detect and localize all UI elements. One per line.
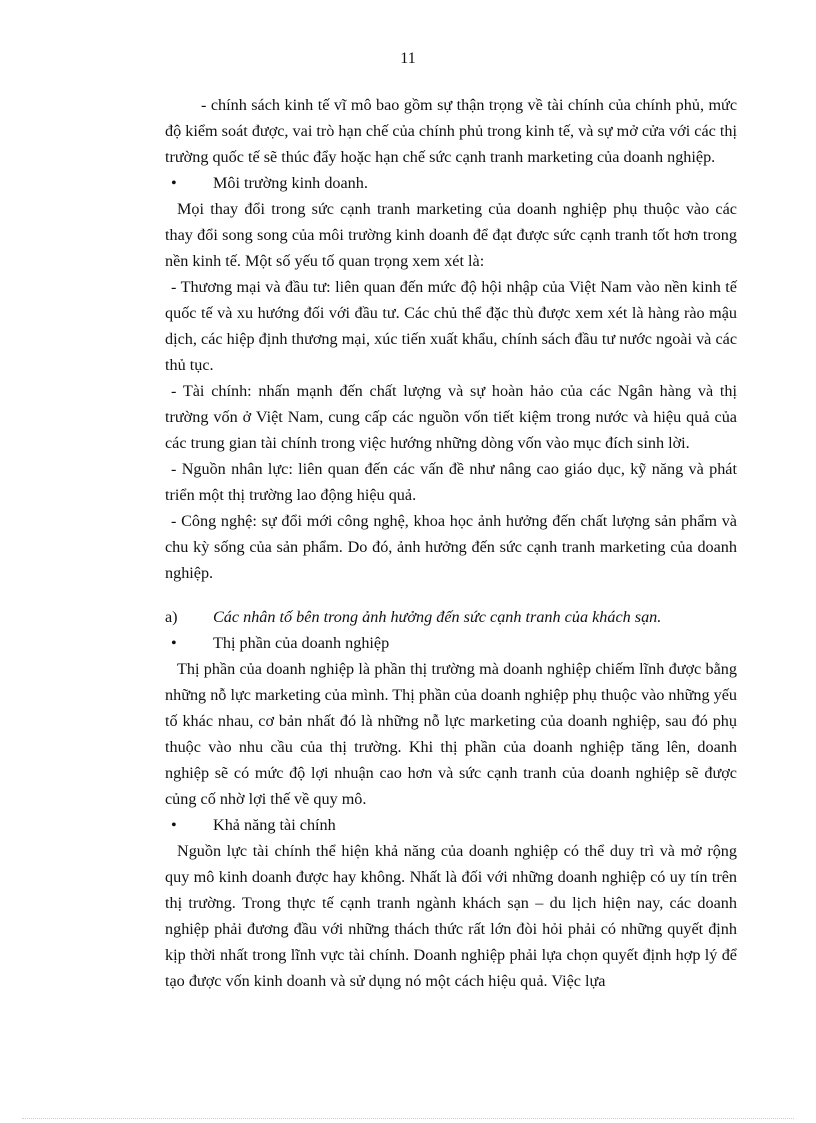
- document-body: [165, 92, 737, 994]
- paragraph-trade-investment: - Thương mại và đầu tư: liên quan đến mức độ hội nhập của Việt Nam vào nền kinh tế quốc tế và xu hướng đối với đầu tư. Các chủ thể đặc thù được xem xét là hàng rào mậu dịch, các hiệp định thương mại, xúc tiến xuất khẩu, chính sách đầu tư nước ngoài và các thủ tục.: [165, 278, 737, 374]
- heading-marker: a): [165, 608, 178, 626]
- bullet-financial-capacity: [165, 812, 737, 838]
- paragraph-technology: - Công nghệ: sự đổi mới công nghệ, khoa học ảnh hưởng đến chất lượng sản phẩm và chu kỳ sống của sản phẩm. Do đó, ảnh hưởng đến sức cạnh tranh marketing của doanh nghiệp.: [165, 512, 737, 582]
- bullet-business-environment: [165, 170, 737, 196]
- paragraph-financial-capacity: Nguồn lực tài chính thể hiện khả năng của doanh nghiệp có thể duy trì và mở rộng quy mô kinh doanh được hay không. Nhất là đối với những doanh nghiệp có uy tín trên thị trường. Trong thực tế cạnh tranh ngành khách sạn – du lịch hiện nay, các doanh nghiệp phải đương đầu với những thách thức rất lớn đòi hỏi phải có những quyết định kịp thời nhất trong lĩnh vực tài chính. Doanh nghiệp phải lựa chọn quyết định hợp lý để tạo được vốn kinh doanh và sử dụng nó một cách hiệu quả. Việc lựa: [165, 842, 737, 990]
- section-gap: [165, 586, 737, 604]
- page-number: 11: [400, 50, 416, 67]
- paragraph-human-resources: - Nguồn nhân lực: liên quan đến các vấn đề như nâng cao giáo dục, kỹ năng và phát triển một thị trường lao động hiệu quả.: [165, 460, 737, 504]
- bullet-marker: •: [171, 816, 177, 834]
- bullet-text: Khả năng tài chính: [213, 816, 336, 834]
- section-heading: [165, 604, 737, 630]
- bullet-marker: •: [171, 174, 177, 192]
- heading-text: Các nhân tố bên trong ảnh hưởng đến sức cạnh tranh của khách sạn.: [213, 608, 662, 626]
- paragraph-finance: - Tài chính: nhấn mạnh đến chất lượng và sự hoàn hảo của các Ngân hàng và thị trường vốn ở Việt Nam, cung cấp các nguồn vốn tiết kiệm trong nước và hiệu quả của các trung gian tài chính trong việc hướng những dòng vốn vào mục đích sinh lời.: [165, 382, 737, 452]
- page-bottom-divider: [22, 1118, 794, 1119]
- bullet-text: Thị phần của doanh nghiệp: [213, 634, 390, 652]
- bullet-marker: •: [171, 634, 177, 652]
- paragraph-macro-policy: - chính sách kinh tế vĩ mô bao gồm sự thận trọng về tài chính của chính phủ, mức độ kiểm soát được, vai trò hạn chế của chính phủ trong kinh tế, và sự mở cửa với các thị trường quốc tế sẽ thúc đẩy hoặc hạn chế sức cạnh tranh marketing của doanh nghiệp.: [165, 96, 737, 166]
- bullet-text: Môi trường kinh doanh.: [213, 174, 368, 192]
- paragraph-business-environment: Mọi thay đổi trong sức cạnh tranh marketing của doanh nghiệp phụ thuộc vào các thay đổi song song của môi trường kinh doanh để đạt được sức cạnh tranh tốt hơn trong nền kinh tế. Một số yếu tố quan trọng xem xét là:: [165, 200, 737, 270]
- paragraph-market-share: Thị phần của doanh nghiệp là phần thị trường mà doanh nghiệp chiếm lĩnh được bằng những nỗ lực marketing của mình. Thị phần của doanh nghiệp phụ thuộc vào những yếu tố khác nhau, cơ bản nhất đó là những nỗ lực marketing của doanh nghiệp, sau đó phụ thuộc vào nhu cầu của thị trường. Khi thị phần của doanh nghiệp tăng lên, doanh nghiệp sẽ có mức độ lợi nhuận cao hơn và sức cạnh tranh của doanh nghiệp sẽ được củng cố nhờ lợi thế về quy mô.: [165, 660, 737, 808]
- bullet-market-share: [165, 630, 737, 656]
